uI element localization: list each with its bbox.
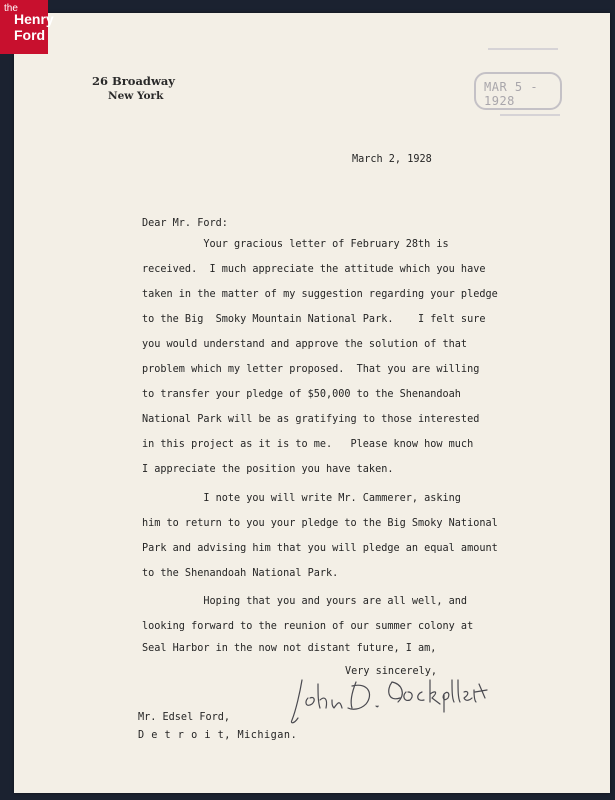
body-line: I appreciate the position you have taken. [142,464,394,475]
body-line: taken in the matter of my suggestion regarding your pledge [142,289,498,300]
body-line: Park and advising him that you will pledge an equal amount [142,543,498,554]
letterhead [92,74,175,104]
recipient-city: D e t r o i t, Michigan. [138,730,298,741]
body-line: to the Shenandoah National Park. [142,568,339,579]
handwritten-signature [288,672,488,732]
logo-the: the [4,3,18,14]
stamp-line-top [488,48,558,50]
body-line: him to return to you your pledge to the Big Smoky National [142,518,498,529]
body-line: to the Big Smoky Mountain National Park. I felt sure [142,314,486,325]
body-line: problem which my letter proposed. That you are willing [142,364,480,375]
body-line: in this project as it is to me. Please know how much [142,439,474,450]
salutation: Dear Mr. Ford: [142,218,228,229]
body-line: you would understand and approve the solution of that [142,339,468,350]
body-line: National Park will be as gratifying to those interested [142,414,480,425]
body-line: I note you will write Mr. Cammerer, asking [142,493,461,504]
letterhead-street: 26 Broadway [92,74,175,88]
stamp-date: MAR 5 - 1928 [484,80,539,108]
body-line: Seal Harbor in the now not distant future, I am, [142,643,437,654]
body-line: Hoping that you and yours are all well, and [142,596,468,607]
body-line: received. I much appreciate the attitude which you have [142,264,486,275]
logo-henry: Henry [14,11,54,27]
letterhead-city: New York [108,90,164,102]
closing: Very sincerely, [345,666,438,677]
henry-ford-logo [0,0,54,54]
logo-ford: Ford [14,27,46,43]
recipient-name: Mr. Edsel Ford, [138,712,231,723]
stamp-line-bottom [500,114,560,116]
letter-date: March 2, 1928 [352,154,432,165]
body-line: to transfer your pledge of $50,000 to the Shenandoah [142,389,461,400]
body-line: looking forward to the reunion of our summer colony at [142,621,474,632]
received-stamp [470,42,570,132]
body-line: Your gracious letter of February 28th is [142,239,449,250]
